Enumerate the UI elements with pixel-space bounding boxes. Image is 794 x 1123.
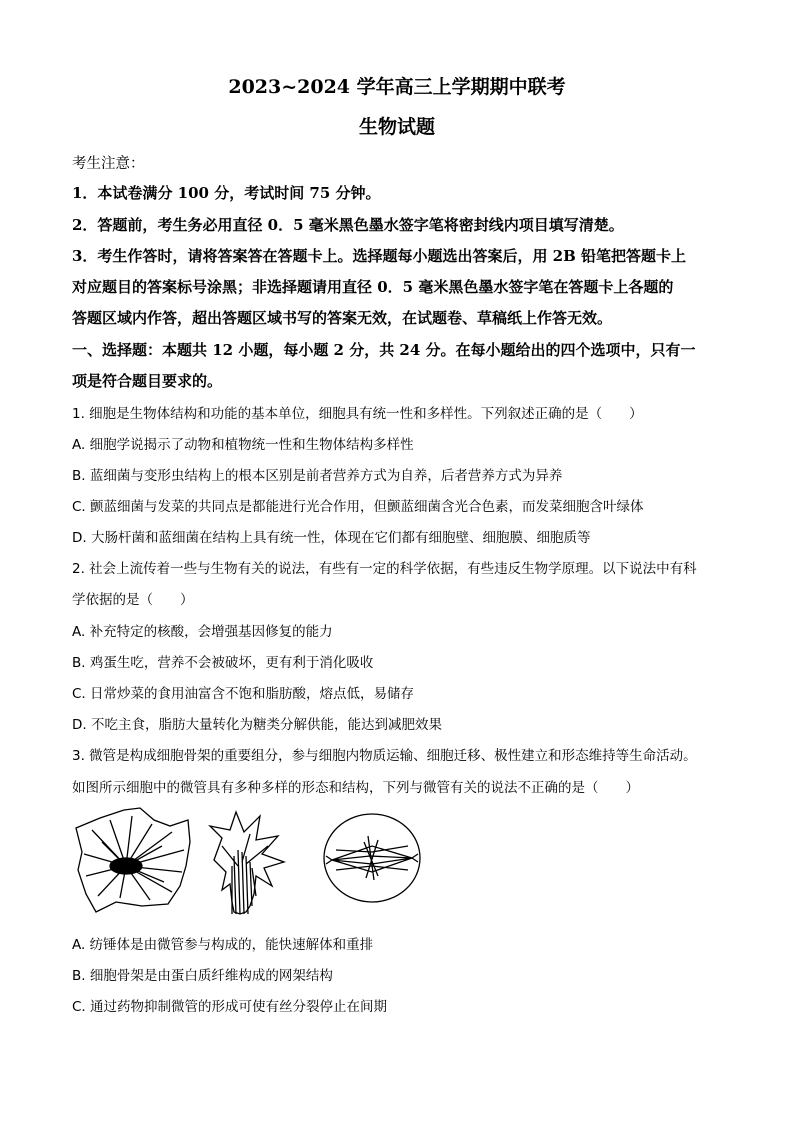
option-c: C. 日常炒菜的食用油富含不饱和脂肪酸，熔点低，易储存 (72, 686, 415, 702)
interphase-cell-figure (76, 808, 190, 912)
notice-item: 2．答题前，考生务必用直径 0．5 毫米黑色墨水签字笔将密封线内项目填写清楚。 (72, 216, 624, 234)
notice-item: 1．本试卷满分 100 分，考试时间 75 分钟。 (72, 184, 381, 202)
question-stem: 3. 微管是构成细胞骨架的重要组分，参与细胞内物质运输、细胞迁移、极性建立和形态维持等生命活动。 (72, 748, 697, 764)
microtubule-figures (72, 806, 432, 916)
option-a: A. 细胞学说揭示了动物和植物统一性和生物体结构多样性 (72, 437, 414, 453)
notice-item: 答题区域内作答，超出答题区域书写的答案无效，在试题卷、草稿纸上作答无效。 (72, 309, 613, 327)
section-heading: 一、选择题：本题共 12 小题，每小题 2 分，共 24 分。在每小题给出的四个选项中，只有一 (72, 341, 696, 359)
question-stem-cont: 如图所示细胞中的微管具有多种多样的形态和结构，下列与微管有关的说法不正确的是（ ） (72, 780, 639, 796)
notice-heading: 考生注意： (72, 156, 145, 172)
option-a: A. 补充特定的核酸，会增强基因修复的能力 (72, 624, 333, 640)
question-stem: 1. 细胞是生物体结构和功能的基本单位，细胞具有统一性和多样性。下列叙述正确的是（ ） (72, 406, 643, 422)
notice-item: 3．考生作答时，请将答案答在答题卡上。选择题每小题选出答案后，用 2B 铅笔把答题卡上 (72, 247, 687, 265)
option-d: D. 不吃主食，脂肪大量转化为糖类分解供能，能达到减肥效果 (72, 717, 442, 733)
option-c: C. 通过药物抑制微管的形成可使有丝分裂停止在间期 (72, 999, 388, 1015)
question-stem-cont: 学依据的是（ ） (72, 592, 194, 608)
notice-item: 对应题目的答案标号涂黑；非选择题请用直径 0．5 毫米黑色墨水签字笔在答题卡上各题的 (72, 278, 674, 296)
option-b: B. 蓝细菌与变形虫结构上的根本区别是前者营养方式为自养，后者营养方式为异养 (72, 468, 563, 484)
option-b: B. 细胞骨架是由蛋白质纤维构成的网架结构 (72, 968, 333, 984)
mitotic-spindle-figure (324, 814, 420, 902)
page-subtitle: 生物试题 (358, 116, 435, 138)
option-d: D. 大肠杆菌和蓝细菌在结构上具有统一性，体现在它们都有细胞壁、细胞膜、细胞质等 (72, 530, 591, 546)
section-heading-cont: 项是符合题目要求的。 (72, 372, 223, 390)
page-title: 2023~2024 学年高三上学期期中联考 (228, 76, 566, 98)
question-stem: 2. 社会上流传着一些与生物有关的说法，有些有一定的科学依据，有些违反生物学原理。以下说法中有科 (72, 561, 697, 577)
option-b: B. 鸡蛋生吃，营养不会被破坏，更有利于消化吸收 (72, 655, 374, 671)
option-c: C. 颤蓝细菌与发菜的共同点是都能进行光合作用，但颤蓝细菌含光合色素，而发菜细胞含叶绿体 (72, 499, 644, 515)
option-a: A. 纺锤体是由微管参与构成的，能快速解体和重排 (72, 937, 374, 953)
axon-figure (210, 812, 284, 914)
